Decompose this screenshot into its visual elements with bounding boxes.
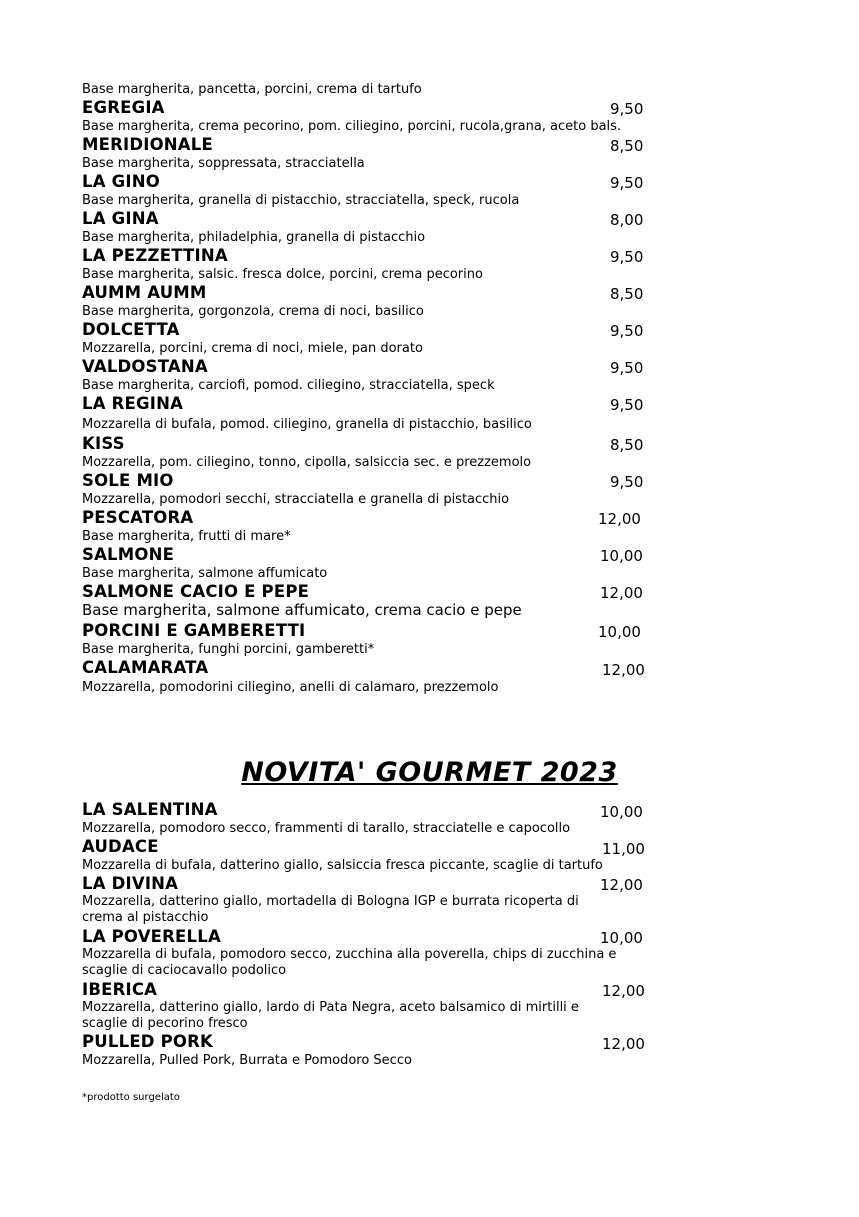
item-desc-egregia: Base margherita, crema pecorino, pom. ciliegino, porcini, rucola,grana, aceto bals.: [82, 119, 622, 134]
item-price-pescatora: 12,00: [598, 510, 641, 528]
item-name-kiss: KISS: [82, 434, 125, 453]
item-name-pescatora: PESCATORA: [82, 508, 194, 527]
item-price-salmone-cacio-e-pepe: 12,00: [600, 584, 643, 602]
item-desc-la-gina: Base margherita, philadelphia, granella di pistacchio: [82, 230, 426, 245]
footnote: *prodotto surgelato: [82, 1092, 180, 1103]
item-desc-aumm-aumm: Base margherita, gorgonzola, crema di noci, basilico: [82, 304, 424, 319]
item-name-salmone: SALMONE: [82, 545, 175, 564]
item-name-sole-mio: SOLE MIO: [82, 471, 174, 490]
item-name-meridionale: MERIDIONALE: [82, 135, 213, 154]
item-price-aumm-aumm: 8,50: [610, 285, 644, 303]
item-desc-la-poverella-line2: scaglie di caciocavallo podolico: [82, 963, 287, 978]
item-name-dolcetta: DOLCETTA: [82, 320, 180, 339]
item-name-aumm-aumm: AUMM AUMM: [82, 283, 207, 302]
item-desc-pescatora: Base margherita, frutti di mare*: [82, 529, 291, 544]
intro-description: Base margherita, pancetta, porcini, crema di tartufo: [82, 82, 422, 97]
item-name-la-gina: LA GINA: [82, 209, 159, 228]
item-desc-la-poverella-line1: Mozzarella di bufala, pomodoro secco, zucchina alla poverella, chips di zucchina e: [82, 947, 617, 962]
item-desc-la-pezzettina: Base margherita, salsic. fresca dolce, porcini, crema pecorino: [82, 267, 483, 282]
item-desc-iberica-line2: scaglie di pecorino fresco: [82, 1016, 248, 1031]
item-name-la-gino: LA GINO: [82, 172, 160, 191]
item-price-valdostana: 9,50: [610, 359, 644, 377]
item-name-la-regina: LA REGINA: [82, 394, 184, 413]
item-price-la-poverella: 10,00: [600, 929, 643, 947]
item-price-audace: 11,00: [602, 840, 645, 858]
item-price-la-gino: 9,50: [610, 174, 644, 192]
item-name-la-divina: LA DIVINA: [82, 874, 179, 893]
item-price-sole-mio: 9,50: [610, 473, 644, 491]
item-desc-la-divina-line2: crema al pistacchio: [82, 910, 209, 925]
item-desc-la-gino: Base margherita, granella di pistacchio, stracciatella, speck, rucola: [82, 193, 520, 208]
item-price-porcini-e-gamberetti: 10,00: [598, 623, 641, 641]
item-price-iberica: 12,00: [602, 982, 645, 1000]
section-heading: NOVITA' GOURMET 2023: [241, 757, 618, 788]
item-desc-la-salentina: Mozzarella, pomodoro secco, frammenti di tarallo, stracciatelle e capocollo: [82, 821, 571, 836]
item-price-meridionale: 8,50: [610, 137, 644, 155]
item-price-la-regina: 9,50: [610, 396, 644, 414]
item-name-la-poverella: LA POVERELLA: [82, 927, 221, 946]
item-price-la-pezzettina: 9,50: [610, 248, 644, 266]
item-price-la-divina: 12,00: [600, 876, 643, 894]
item-desc-iberica-line1: Mozzarella, datterino giallo, lardo di Pata Negra, aceto balsamico di mirtilli e: [82, 1000, 579, 1015]
item-desc-salmone: Base margherita, salmone affumicato: [82, 566, 328, 581]
item-name-porcini-e-gamberetti: PORCINI E GAMBERETTI: [82, 621, 306, 640]
item-price-salmone: 10,00: [600, 547, 643, 565]
item-desc-porcini-e-gamberetti: Base margherita, funghi porcini, gamberetti*: [82, 642, 375, 657]
item-name-pulled-pork: PULLED PORK: [82, 1032, 214, 1051]
item-desc-sole-mio: Mozzarella, pomodori secchi, stracciatella e granella di pistacchio: [82, 492, 510, 507]
item-price-calamarata: 12,00: [602, 661, 645, 679]
item-name-la-salentina: LA SALENTINA: [82, 800, 218, 819]
item-price-kiss: 8,50: [610, 436, 644, 454]
item-price-la-salentina: 10,00: [600, 803, 643, 821]
item-name-valdostana: VALDOSTANA: [82, 357, 208, 376]
item-desc-la-regina: Mozzarella di bufala, pomod. ciliegino, granella di pistacchio, basilico: [82, 417, 532, 432]
item-desc-dolcetta: Mozzarella, porcini, crema di noci, miele, pan dorato: [82, 341, 423, 356]
item-desc-kiss: Mozzarella, pom. ciliegino, tonno, cipolla, salsiccia sec. e prezzemolo: [82, 455, 532, 470]
item-name-calamarata: CALAMARATA: [82, 658, 209, 677]
item-price-la-gina: 8,00: [610, 211, 644, 229]
item-price-dolcetta: 9,50: [610, 322, 644, 340]
item-name-salmone-cacio-e-pepe: SALMONE CACIO E PEPE: [82, 582, 310, 601]
item-price-pulled-pork: 12,00: [602, 1035, 645, 1053]
item-name-audace: AUDACE: [82, 837, 159, 856]
item-name-iberica: IBERICA: [82, 980, 158, 999]
item-desc-calamarata: Mozzarella, pomodorini ciliegino, anelli di calamaro, prezzemolo: [82, 680, 499, 695]
item-name-la-pezzettina: LA PEZZETTINA: [82, 246, 228, 265]
item-desc-audace: Mozzarella di bufala, datterino giallo, salsiccia fresca piccante, scaglie di tartufo: [82, 858, 603, 873]
item-name-egregia: EGREGIA: [82, 98, 165, 117]
item-desc-valdostana: Base margherita, carciofi, pomod. ciliegino, stracciatella, speck: [82, 378, 495, 393]
item-desc-meridionale: Base margherita, soppressata, stracciatella: [82, 156, 365, 171]
item-desc-la-divina-line1: Mozzarella, datterino giallo, mortadella di Bologna IGP e burrata ricoperta di: [82, 894, 579, 909]
item-desc-salmone-cacio-e-pepe: Base margherita, salmone affumicato, crema cacio e pepe: [82, 601, 522, 619]
item-desc-pulled-pork: Mozzarella, Pulled Pork, Burrata e Pomodoro Secco: [82, 1053, 412, 1068]
item-price-egregia: 9,50: [610, 100, 644, 118]
